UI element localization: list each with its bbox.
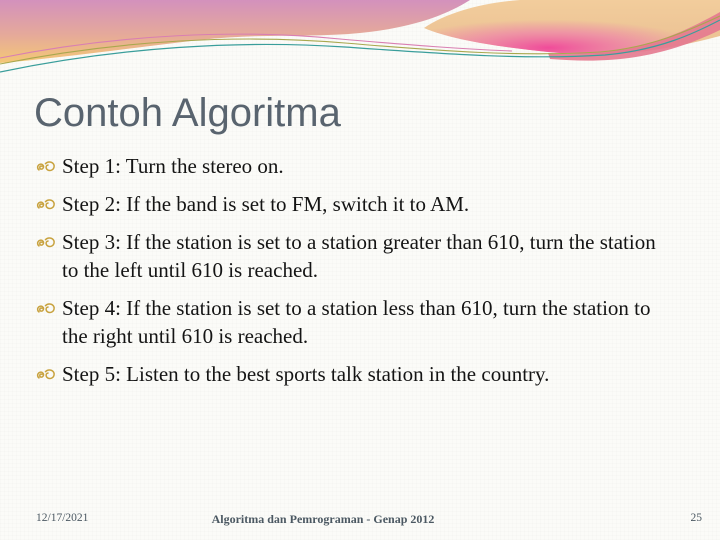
- bullet-text: Step 3: If the station is set to a station greater than 610, turn the station to the left until 610 is reached.: [62, 230, 656, 282]
- page-number: 25: [690, 512, 702, 524]
- slide-footer: [0, 510, 720, 532]
- list-item: [36, 190, 664, 218]
- swirl-leaf-bullet-icon: [36, 367, 58, 382]
- footer-date: 12/17/2021: [36, 512, 89, 524]
- page-title: Contoh Algoritma: [34, 91, 341, 135]
- bullet-text: Step 5: Listen to the best sports talk station in the country.: [62, 362, 550, 386]
- list-item: [36, 360, 664, 388]
- swirl-leaf-bullet-icon: [36, 301, 58, 316]
- list-item: [36, 152, 664, 180]
- footer-title: Algoritma dan Pemrograman - Genap 2012: [211, 512, 435, 526]
- bullet-text: Step 2: If the band is set to FM, switch it to AM.: [62, 192, 470, 216]
- bullet-list: [36, 152, 664, 398]
- header-wave-decoration: [0, 0, 720, 160]
- swirl-leaf-bullet-icon: [36, 159, 58, 174]
- swirl-leaf-bullet-icon: [36, 235, 58, 250]
- swirl-leaf-bullet-icon: [36, 197, 58, 212]
- bullet-text: Step 1: Turn the stereo on.: [62, 154, 284, 178]
- list-item: [36, 228, 664, 284]
- list-item: [36, 294, 664, 350]
- bullet-text: Step 4: If the station is set to a station less than 610, turn the station to the right until 610 is reached.: [62, 296, 651, 348]
